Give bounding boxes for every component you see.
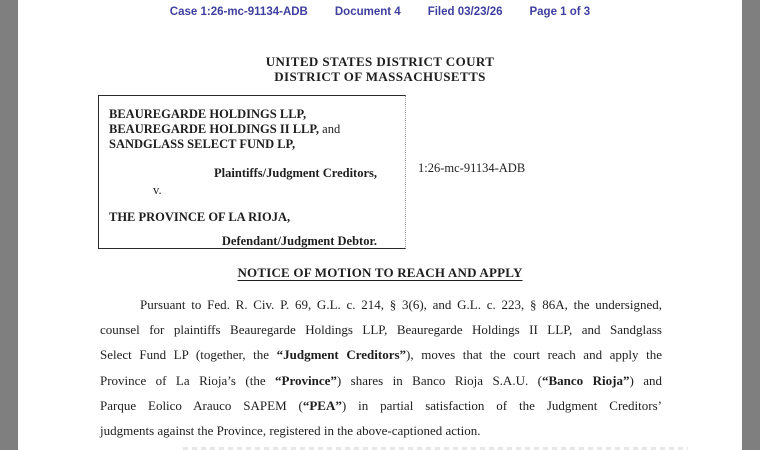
body-line: counsel for plaintiffs Beauregarde Holdings LLP, Beauregarde Holdings II LLP, and Sandglass (100, 322, 662, 338)
body-line: Parque Eolico Arauco SAPEM (“PEA”) in partial satisfaction of the Judgment Creditors’ (100, 397, 662, 413)
body-line: judgments against the Province, registered in the above-captioned action. (100, 423, 481, 439)
defendant-role: Defendant/Judgment Debtor. (221, 234, 377, 248)
right-gutter (742, 0, 760, 450)
pdf-page (18, 0, 742, 450)
court-heading (18, 54, 742, 84)
court-district: DISTRICT OF MASSACHUSETTS (274, 69, 486, 84)
stamp-filed-date: Filed 03/23/26 (427, 6, 503, 18)
versus-label: v. (153, 183, 162, 197)
court-name: UNITED STATES DISTRICT COURT (265, 54, 495, 69)
stamp-page-number: Page 1 of 3 (529, 6, 591, 18)
body-line: Province of La Rioja’s (the “Province”) shares in Banco Rioja S.A.U. (“Banco Rioja”) and (100, 372, 663, 388)
plaintiff-name: BEAUREGARDE HOLDINGS II LLP, and (109, 122, 341, 136)
plaintiffs-role: Plaintiffs/Judgment Creditors, (214, 166, 377, 180)
body-line: Pursuant to Fed. R. Civ. P. 69, G.L. c. 214, § 3(6), and G.L. c. 223, § 86A, the undersigned, (140, 297, 662, 312)
plaintiff-name: SANDGLASS SELECT FUND LP, (109, 137, 296, 151)
motion-title: NOTICE OF MOTION TO REACH AND APPLY (237, 265, 523, 280)
left-gutter (0, 0, 18, 450)
case-caption (98, 95, 742, 249)
docket-number: 1:26-mc-91134-ADB (418, 161, 526, 175)
body-paragraph (100, 292, 662, 443)
caption-box (98, 95, 406, 249)
plaintiff-names (109, 107, 405, 152)
stamp-document-number: Document 4 (334, 6, 401, 18)
body-line: Select Fund LP (together, the “Judgment Creditors”), moves that the court reach and apply the (100, 347, 663, 363)
stamp-case-number: Case 1:26-mc-91134-ADB (169, 6, 308, 18)
defendant-name: THE PROVINCE OF LA RIOJA, (109, 210, 291, 224)
pacer-header-stamp (18, 6, 742, 18)
plaintiff-name: BEAUREGARDE HOLDINGS LLP, (109, 107, 307, 121)
